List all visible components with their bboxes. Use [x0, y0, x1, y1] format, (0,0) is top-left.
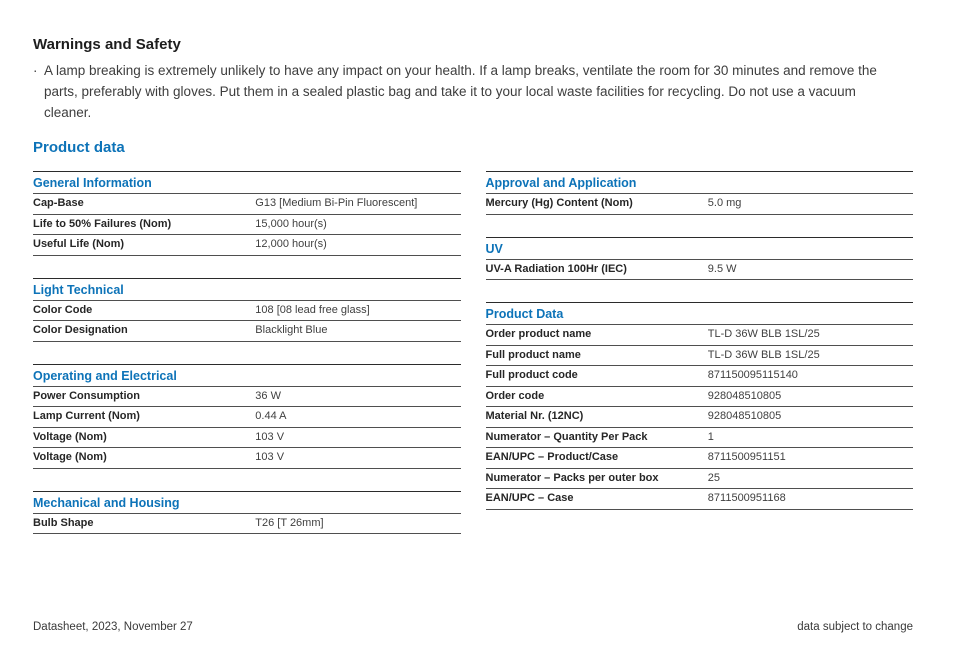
footer-disclaimer: data subject to change	[797, 621, 913, 633]
table-row	[486, 448, 914, 469]
warnings-heading: Warnings and Safety	[33, 36, 181, 53]
row-value: TL-D 36W BLB 1SL/25	[707, 328, 820, 340]
row-value: 5.0 mg	[707, 197, 742, 209]
table-section	[33, 364, 461, 469]
row-value: 1	[707, 430, 714, 443]
row-label: Numerator – Quantity Per Pack	[485, 430, 648, 443]
bullet-marker: ·	[33, 63, 38, 78]
row-value: 103 V	[255, 430, 285, 443]
row-label: UV-A Radiation 100Hr (IEC)	[485, 262, 627, 275]
table-row	[33, 301, 461, 322]
row-label: Power Consumption	[33, 389, 140, 402]
warning-item	[33, 60, 889, 123]
section-title: Light Technical	[33, 279, 461, 301]
row-value: 9.5 W	[707, 262, 737, 275]
table-row	[33, 407, 461, 428]
product-data-heading: Product data	[33, 139, 125, 156]
table-row	[33, 387, 461, 408]
row-value: 103 V	[255, 451, 285, 463]
row-label: Color Designation	[33, 324, 128, 336]
row-value: Blacklight Blue	[255, 324, 328, 336]
row-label: Voltage (Nom)	[33, 451, 107, 463]
table-row	[486, 387, 914, 408]
row-value: 0.44 A	[255, 410, 287, 422]
table-row	[33, 514, 461, 535]
section-title: Operating and Electrical	[33, 365, 461, 387]
table-row	[486, 407, 914, 428]
row-label: Cap-Base	[33, 197, 84, 209]
row-value: 8711500951168	[707, 492, 786, 504]
section-title: Mechanical and Housing	[33, 492, 461, 514]
table-row	[33, 428, 461, 449]
row-label: Full product name	[485, 348, 581, 361]
section-title: Product Data	[486, 303, 914, 325]
warning-text: A lamp breaking is extremely unlikely to have any impact on your health. If a lamp breaks, ventilate the room for 30 minutes and remove the parts, preferably with gloves. Put them in a sealed plastic bag and take it to your local waste facilities for recycling. Do not use a vacuum cleaner.	[44, 63, 877, 120]
row-value: 871150095115140	[707, 369, 798, 381]
right-column	[486, 171, 914, 534]
row-label: EAN/UPC – Case	[485, 492, 574, 504]
table-row	[486, 346, 914, 367]
row-label: Useful Life (Nom)	[33, 238, 125, 250]
table-section	[33, 278, 461, 342]
product-data-columns	[33, 171, 913, 534]
table-section	[486, 302, 914, 510]
row-value: TL-D 36W BLB 1SL/25	[707, 348, 820, 361]
section-title: UV	[486, 238, 914, 260]
row-label: Material Nr. (12NC)	[485, 410, 584, 422]
table-row	[486, 194, 914, 215]
table-row	[486, 428, 914, 449]
row-value: 108 [08 lead free glass]	[255, 303, 370, 316]
row-value: 36 W	[255, 389, 281, 402]
row-value: 25	[707, 471, 721, 484]
row-label: Order code	[485, 389, 545, 402]
row-value: T26 [T 26mm]	[255, 516, 324, 529]
table-row	[486, 325, 914, 346]
table-row	[486, 366, 914, 387]
table-row	[33, 215, 461, 236]
row-value: 15,000 hour(s)	[255, 217, 327, 230]
row-value: G13 [Medium Bi-Pin Fluorescent]	[255, 197, 418, 209]
row-label: Numerator – Packs per outer box	[485, 471, 659, 484]
table-row	[33, 235, 461, 256]
section-title: Approval and Application	[486, 172, 914, 194]
table-row	[486, 489, 914, 510]
table-row	[486, 260, 914, 281]
row-label: Color Code	[33, 303, 93, 316]
footer	[33, 621, 913, 633]
row-value: 928048510805	[707, 389, 782, 402]
table-row	[33, 448, 461, 469]
section-title: General Information	[33, 172, 461, 194]
table-section	[33, 491, 461, 535]
table-section	[486, 237, 914, 281]
footer-date: Datasheet, 2023, November 27	[33, 621, 193, 633]
row-label: Life to 50% Failures (Nom)	[33, 217, 172, 230]
table-section	[33, 171, 461, 256]
table-row	[33, 194, 461, 215]
row-value: 928048510805	[707, 410, 782, 422]
row-label: Bulb Shape	[33, 516, 94, 529]
left-column	[33, 171, 461, 534]
table-row	[486, 469, 914, 490]
row-label: Order product name	[485, 328, 592, 340]
row-label: EAN/UPC – Product/Case	[485, 451, 619, 463]
row-value: 8711500951151	[707, 451, 786, 463]
row-label: Voltage (Nom)	[33, 430, 107, 443]
row-label: Mercury (Hg) Content (Nom)	[485, 197, 633, 209]
row-value: 12,000 hour(s)	[255, 238, 327, 250]
table-section	[486, 171, 914, 215]
table-row	[33, 321, 461, 342]
row-label: Lamp Current (Nom)	[33, 410, 140, 422]
row-label: Full product code	[485, 369, 578, 381]
